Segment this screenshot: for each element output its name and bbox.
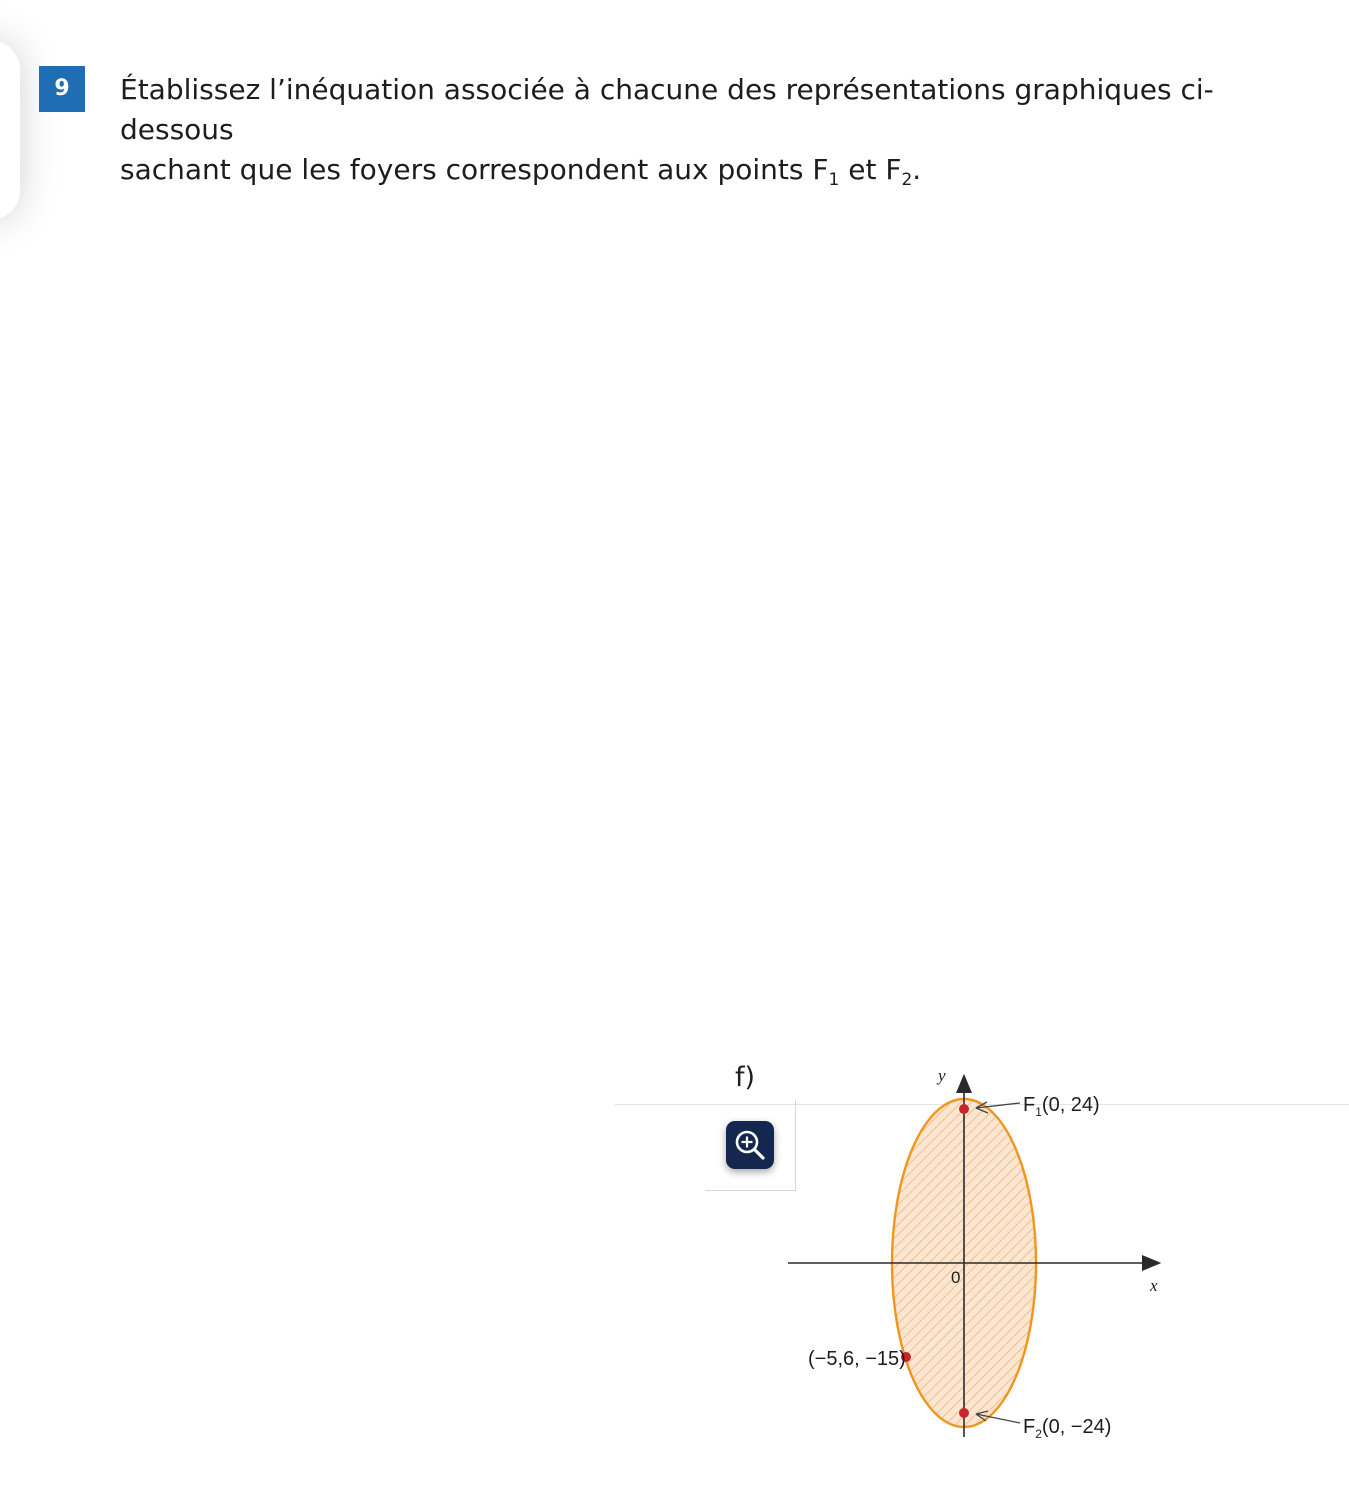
focus-f1-name: F	[1023, 1094, 1036, 1116]
y-axis-label: y	[938, 1066, 946, 1085]
origin-label: 0	[951, 1268, 961, 1287]
ellipse-graph	[780, 1055, 1180, 1455]
focus-f1-point	[959, 1104, 969, 1114]
instruction-sub-2: 2	[901, 170, 913, 190]
focus-f1-sub: 1	[1035, 1105, 1042, 1119]
focus-f1-label	[1023, 1094, 1100, 1119]
focus-f2-label	[1023, 1416, 1111, 1441]
instruction-text-a: sachant que les foyers correspondent aux points F	[120, 153, 829, 186]
focus-f1-coords: (0, 24)	[1041, 1094, 1100, 1116]
focus-f2-sub: 2	[1035, 1427, 1042, 1441]
instruction-line-1: Établissez l’inéquation associée à chacune des représentations graphiques ci-dessous	[120, 73, 1214, 146]
focus-f2-point	[959, 1408, 969, 1418]
focus-f2	[959, 1408, 1111, 1441]
exercise-number-badge: 9	[39, 66, 85, 112]
instruction-line-2	[120, 150, 1320, 200]
focus-f2-name: F	[1023, 1416, 1036, 1438]
page-edge-shadow	[0, 40, 20, 220]
point-on-ellipse	[808, 1348, 911, 1370]
focus-f2-coords: (0, −24)	[1041, 1416, 1112, 1438]
instruction-sub-1: 1	[828, 170, 840, 190]
point-on-ellipse-label: (−5,6, −15)	[808, 1348, 906, 1370]
x-axis-label: x	[1150, 1276, 1158, 1295]
instruction-text-c: .	[912, 153, 922, 186]
exercise-instruction	[120, 70, 1320, 200]
zoom-in-button[interactable]	[726, 1121, 774, 1169]
instruction-text-b: et F	[839, 153, 902, 186]
part-label: f)	[735, 1062, 756, 1093]
zoom-in-icon	[734, 1129, 766, 1161]
